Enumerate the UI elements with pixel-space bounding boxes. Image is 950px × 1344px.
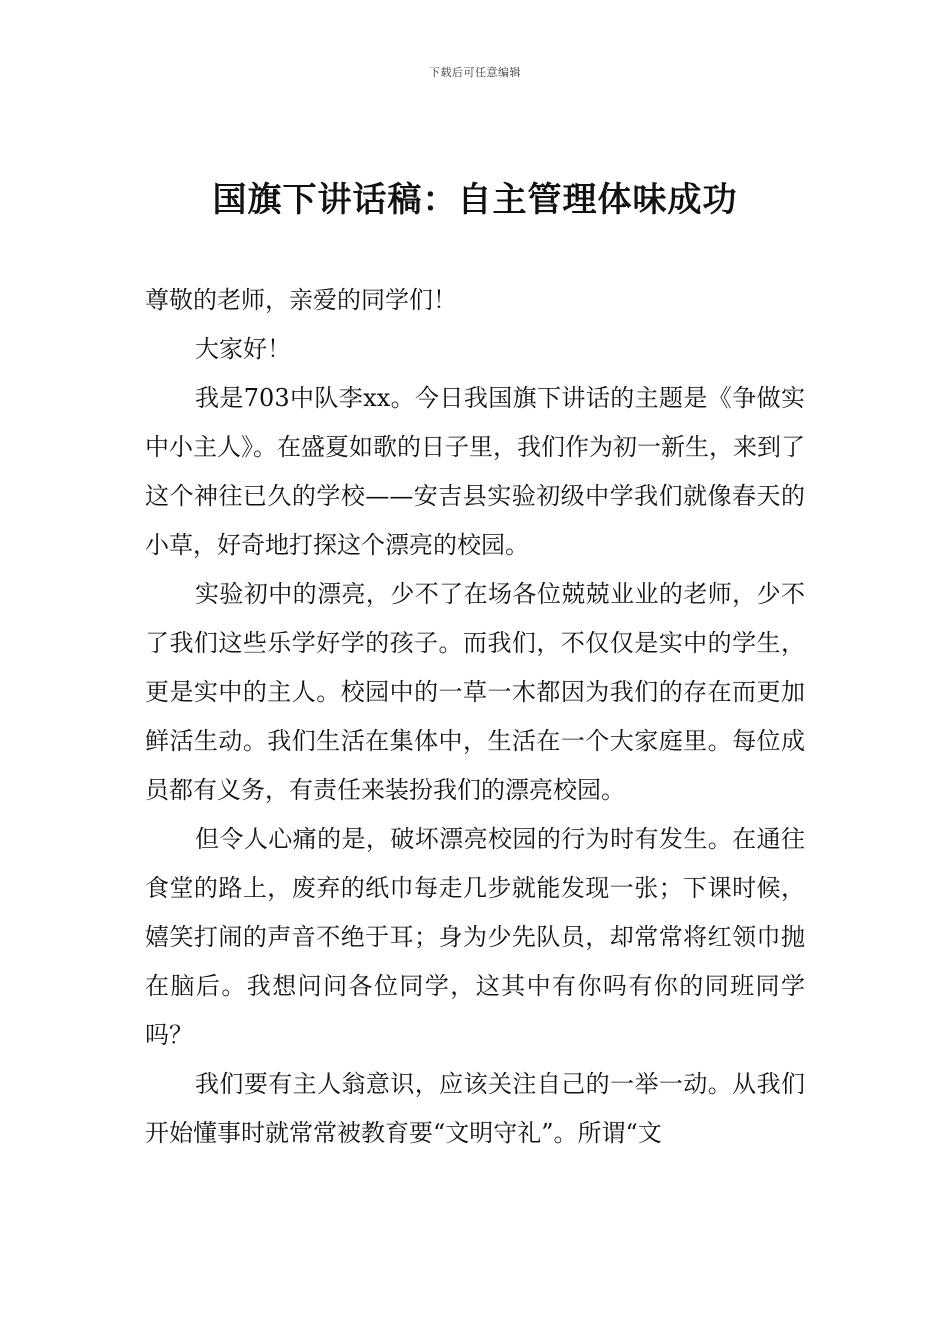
paragraph-problems: 但令人心痛的是，破坏漂亮校园的行为时有发生。在通往食堂的路上，废弃的纸巾每走几步就能发现一张；下课时候，嬉笑打闹的声音不绝于耳；身为少先队员，却常常将红领巾抛在脑后。我想问问各位同学，这其中有你吗有你的同班同学吗？: [145, 825, 805, 1049]
paragraph-greeting: 大家好！: [195, 335, 291, 363]
salutation: 尊敬的老师，亲爱的同学们！: [145, 286, 457, 314]
document-title: 国旗下讲话稿：自主管理体味成功: [212, 180, 738, 220]
paragraph-civility: 我们要有主人翁意识，应该关注自己的一举一动。从我们开始懂事时就常常被教育要“文明守礼”。所谓“文: [145, 1070, 805, 1147]
page-header-note: 下载后可任意编辑: [429, 66, 521, 79]
document-body: [145, 276, 805, 1158]
paragraph-intro: 我是703中队李xx。今日我国旗下讲话的主题是《争做实中小主人》。在盛夏如歌的日子里，我们作为初一新生，来到了这个神往已久的学校——安吉县实验初级中学我们就像春天的小草，好奇地打探这个漂亮的校园。: [145, 384, 805, 559]
paragraph-school: 实验初中的漂亮，少不了在场各位兢兢业业的老师，少不了我们这些乐学好学的孩子。而我们，不仅仅是实中的学生，更是实中的主人。校园中的一草一木都因为我们的存在而更加鲜活生动。我们生活在集体中，生活在一个大家庭里。每位成员都有义务，有责任来装扮我们的漂亮校园。: [145, 580, 805, 804]
